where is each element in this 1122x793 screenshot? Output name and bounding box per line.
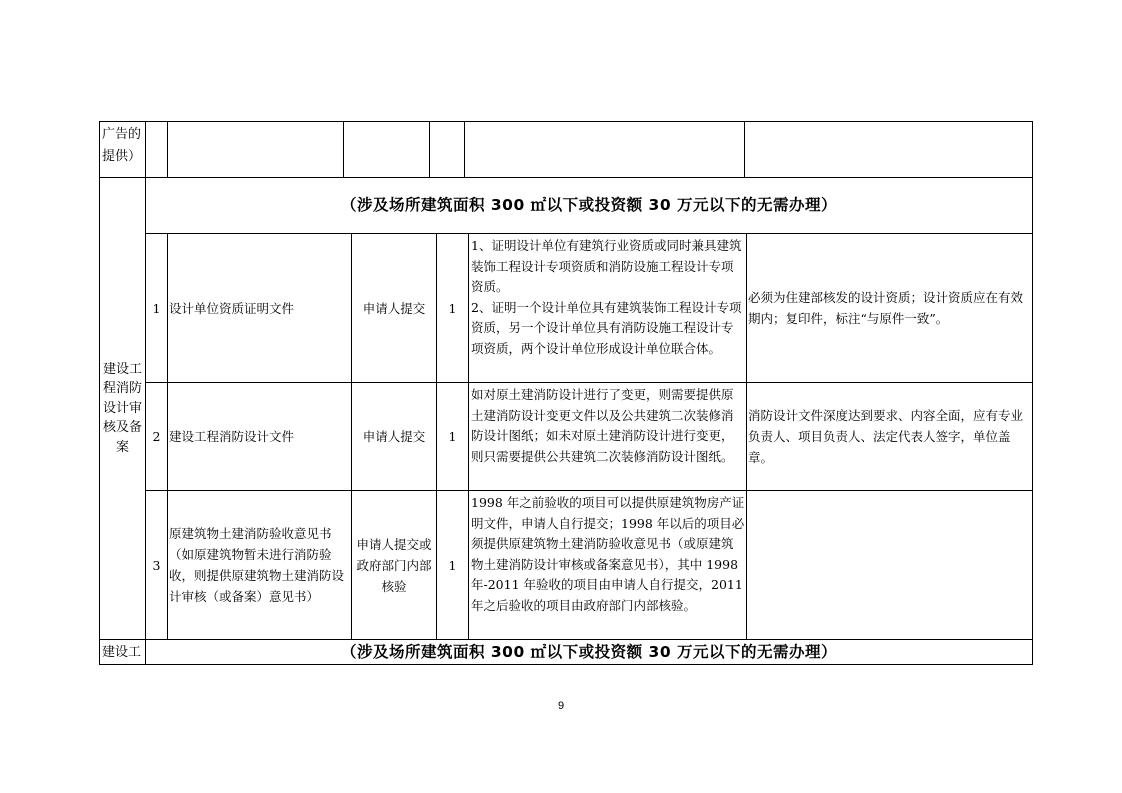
row1-name: 设计单位资质证明文件 — [169, 300, 295, 316]
rule-s1-c4 — [468, 233, 469, 639]
row1-note: 1、证明设计单位有建筑行业资质或同时兼具建筑装饰工程设计专项资质和消防设施工程设计专项资质。 2、证明一个设计单位具有建筑装饰工程设计专项资质，另一个设计单位具有消防设施工程设计专项资质，两个设计单位形成设计单位联合体。 — [471, 238, 742, 356]
row3-count: 1 — [448, 557, 457, 573]
row3-name: 原建筑物土建消防验收意见书（如原建筑物暂未进行消防验收，则提供原建筑物土建消防设计审核（或备案）意见书） — [169, 526, 345, 604]
row2-requirement: 消防设计文件深度达到要求、内容全面，应有专业负责人、项目负责人、法定代表人签字，单位盖章。 — [748, 408, 1024, 465]
page-number: 9 — [557, 700, 565, 712]
row3-no: 3 — [152, 557, 161, 573]
row2-provider: 申请人提交 — [362, 429, 426, 444]
row3-provider: 申请人提交或政府部门内部核验 — [356, 536, 432, 594]
section2-banner: （涉及场所建筑面积 300 ㎡以下或投资额 30 万元以下的无需办理） — [340, 642, 837, 661]
section1-banner: （涉及场所建筑面积 300 ㎡以下或投资额 30 万元以下的无需办理） — [340, 196, 837, 214]
row1-provider: 申请人提交 — [362, 300, 426, 316]
rule-top-c3 — [429, 121, 430, 177]
row1-no: 1 — [152, 300, 161, 316]
row1-count: 1 — [448, 300, 457, 316]
row1-requirement: 必须为住建部核发的设计资质；设计资质应在有效期内；复印件，标注“与原件一致”。 — [748, 290, 1024, 326]
row2-count: 1 — [448, 429, 457, 444]
rule-table-bottom — [99, 664, 1033, 665]
row2-no: 2 — [152, 429, 161, 444]
rule-table-top — [99, 121, 1033, 122]
rule-top-c2 — [343, 121, 344, 177]
rule-top-c1 — [167, 121, 168, 177]
top-row-category: 广告的 提供） — [102, 127, 142, 164]
section2-category: 建设工 — [102, 644, 142, 660]
rule-s1-c5 — [746, 233, 747, 639]
section1-category: 建设工 程消防 设计审 核及备 案 — [102, 361, 142, 455]
rule-top-c4 — [464, 121, 465, 177]
rule-s1-c1 — [167, 233, 168, 639]
row2-name: 建设工程消防设计文件 — [169, 429, 295, 444]
row2-note: 如对原土建消防设计进行了变更，则需要提供原土建消防设计变更文件以及公共建筑二次装修消防设计图纸；如未对原土建消防设计进行变更，则只需要提供公共建筑二次装修消防设计图纸。 — [471, 387, 734, 464]
rule-top-c5 — [744, 121, 745, 177]
row3-note: 1998 年之前验收的项目可以提供原建筑物房产证明文件，申请人自行提交；1998 年以后的项目必须提供原建筑物土建消防验收意见书（或原建筑物土建消防设计审核或备案意见书），其中 1998 年-2011 年验收的项目由申请人自行提交，2011 年之后验收的项目由政府部门内部核验。 — [471, 495, 745, 613]
rule-right — [1032, 121, 1033, 665]
